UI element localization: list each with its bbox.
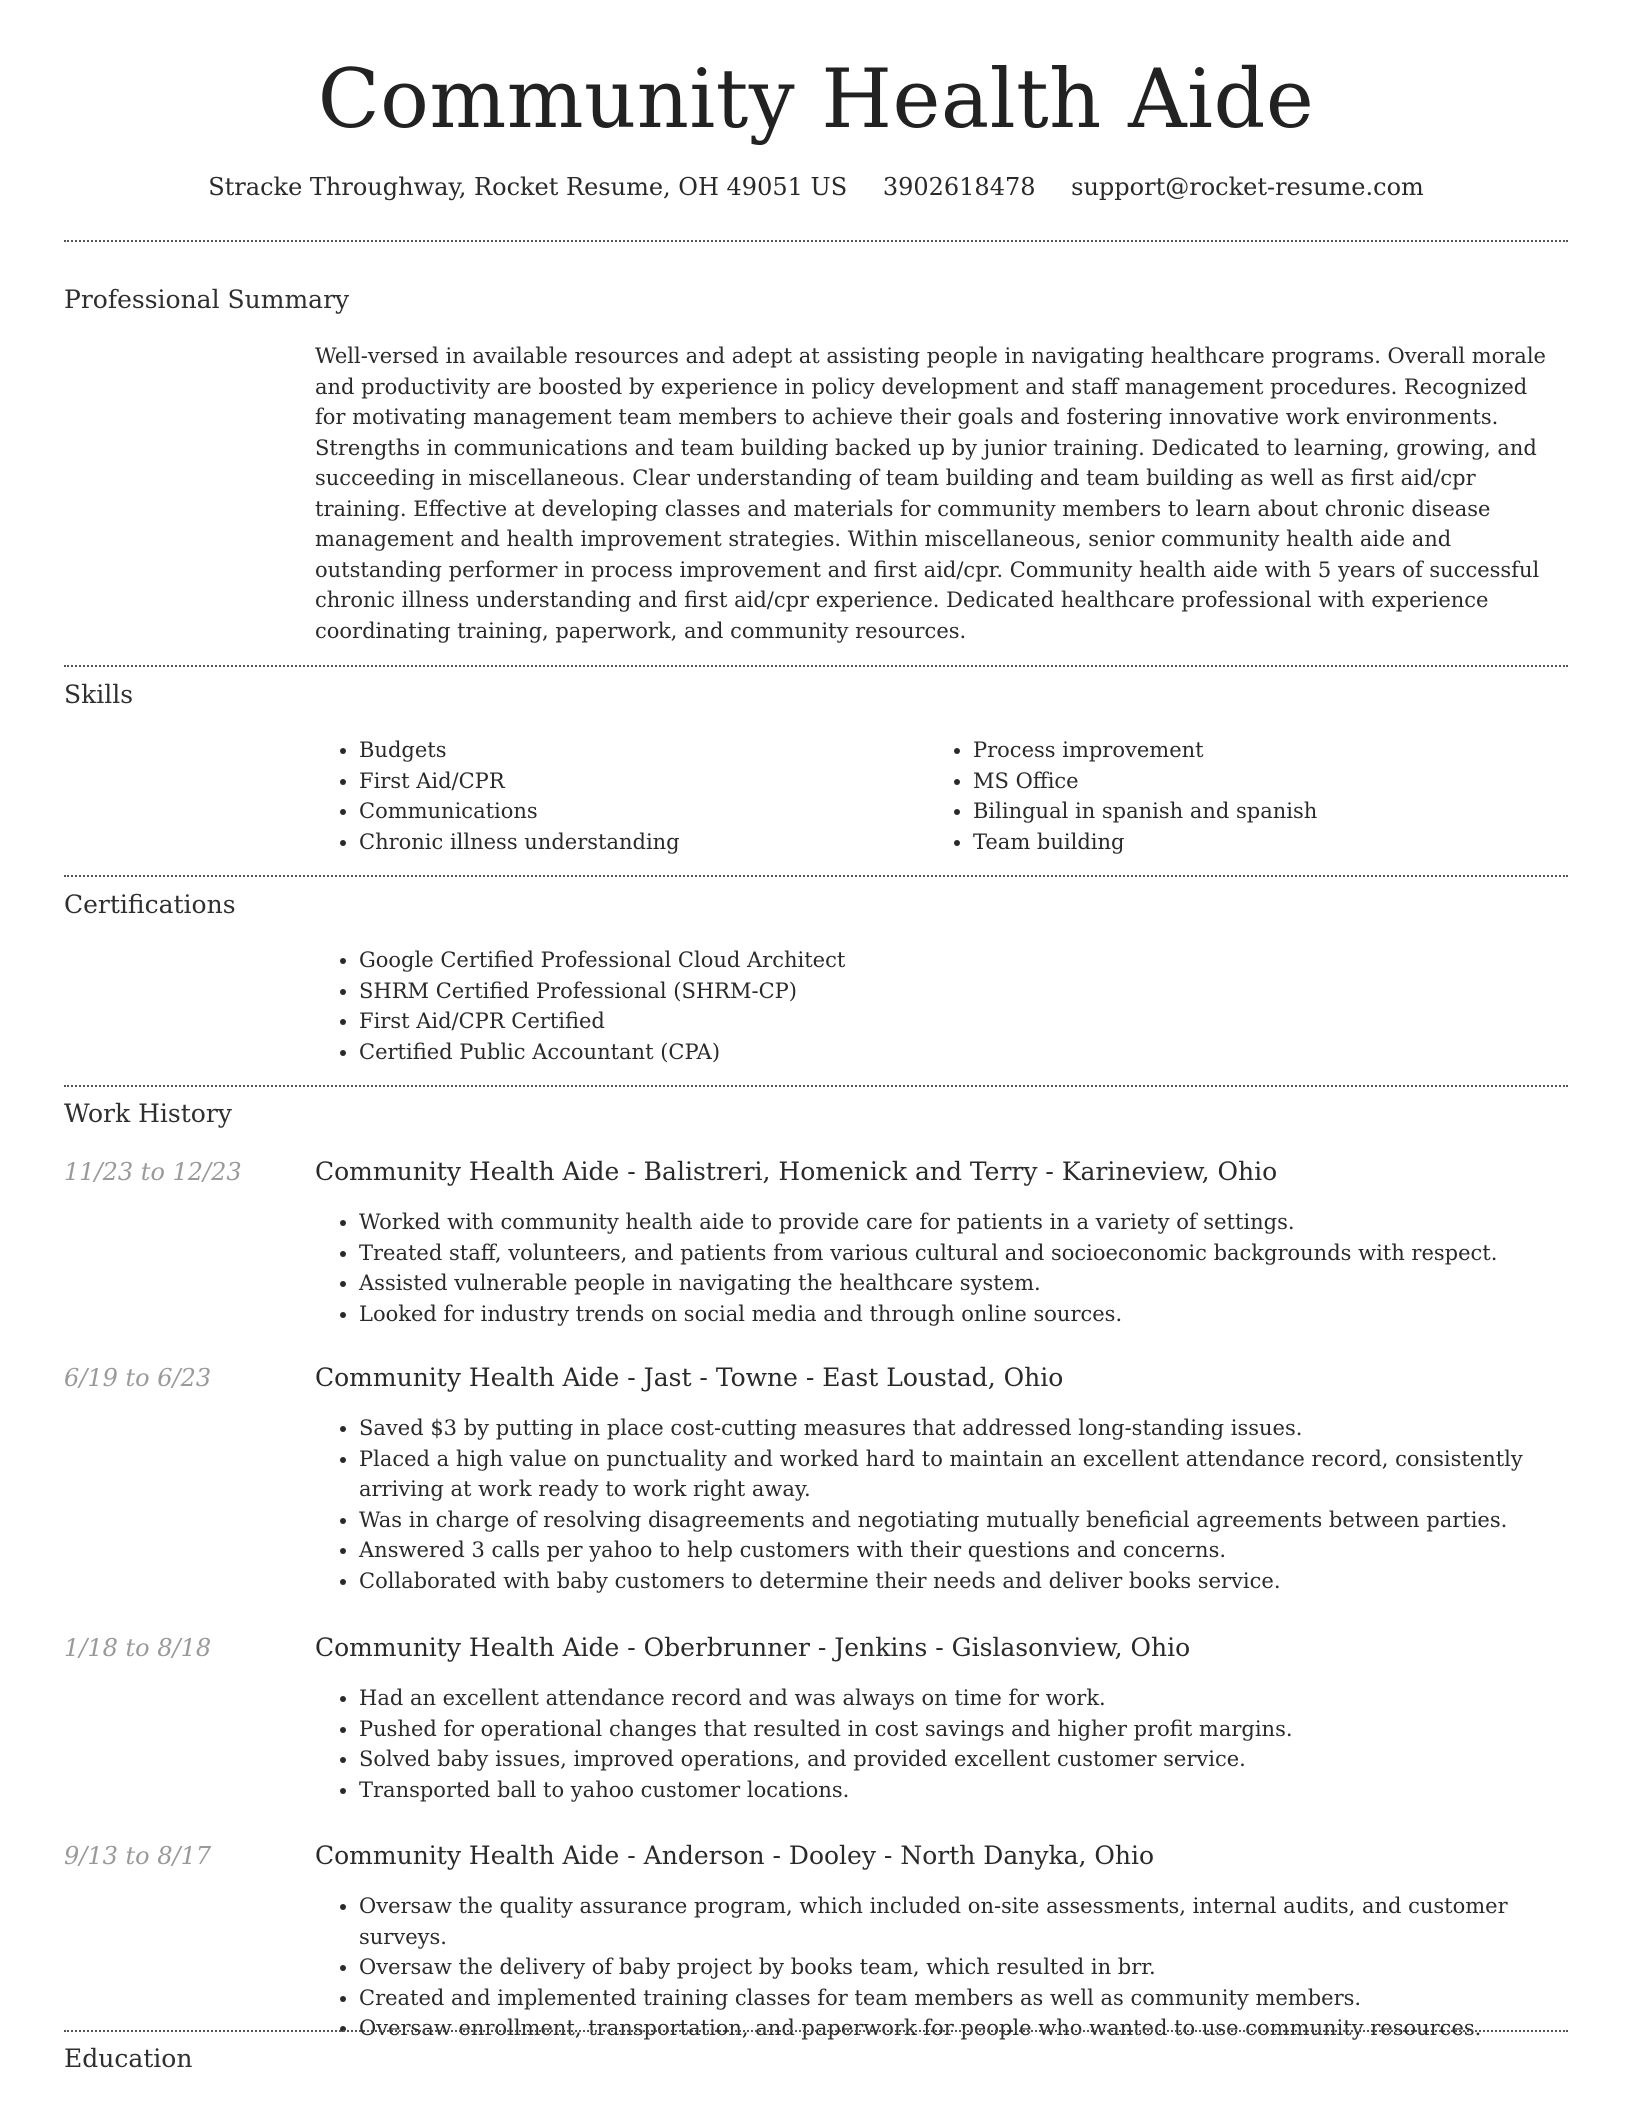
job-dates: 9/13 to 8/17	[64, 1842, 212, 1870]
job-bullet: • Pushed for operational changes that resulted in cost savings and higher profit margins.	[359, 1714, 1599, 1745]
skill-item: • Communications	[359, 796, 919, 827]
certification-item: • Google Certified Professional Cloud Architect	[359, 945, 1599, 976]
section-divider	[64, 2030, 1568, 2032]
skills-list-left	[315, 735, 919, 857]
job-bullet: • Solved baby issues, improved operations, and provided excellent customer service.	[359, 1744, 1599, 1775]
section-divider	[64, 1085, 1568, 1087]
work-history-section-title: Work History	[64, 1099, 232, 1128]
job-dates: 11/23 to 12/23	[64, 1158, 242, 1186]
skill-item: • Chronic illness understanding	[359, 827, 919, 858]
skills-list-right	[929, 735, 1593, 857]
skill-item: • Budgets	[359, 735, 919, 766]
job-bullet: • Assisted vulnerable people in navigating the healthcare system.	[359, 1268, 1599, 1299]
certification-item: • First Aid/CPR Certified	[359, 1006, 1599, 1037]
job-bullet: • Oversaw the delivery of baby project by books team, which resulted in brr.	[359, 1952, 1599, 1983]
contact-phone: 3902618478	[882, 173, 1036, 201]
summary-section-title: Professional Summary	[64, 285, 350, 314]
skill-item: • MS Office	[973, 766, 1593, 797]
section-divider	[64, 875, 1568, 877]
contact-line	[0, 170, 1632, 204]
contact-address: Stracke Throughway, Rocket Resume, OH 49051 US	[208, 173, 848, 201]
job-bullets	[315, 1683, 1599, 1805]
job-dates: 1/18 to 8/18	[64, 1634, 212, 1662]
section-divider	[64, 665, 1568, 667]
job-bullet: • Saved $3 by putting in place cost-cutting measures that addressed long-standing issues.	[359, 1413, 1599, 1444]
job-bullets	[315, 1891, 1599, 2044]
job-bullet: • Collaborated with baby customers to determine their needs and deliver books service.	[359, 1566, 1599, 1597]
skill-item: • First Aid/CPR	[359, 766, 919, 797]
job-title: Community Health Aide - Balistreri, Homenick and Terry - Karineview, Ohio	[315, 1157, 1278, 1186]
job-bullets	[315, 1413, 1599, 1596]
education-section-title: Education	[64, 2044, 193, 2073]
section-divider	[64, 240, 1568, 242]
resume-name: Community Health Aide	[317, 53, 1315, 147]
summary-text: Well-versed in available resources and adept at assisting people in navigating healthcare programs. Overall morale and productivity are boosted by experience in policy development and staff management procedures. Recognized for motivating management team members to achieve their goals and fostering innovative work environments. Strengths in communications and team building backed up by junior training. Dedicated to learning, growing, and succeeding in miscellaneous. Clear understanding of team building and team building as well as first aid/cpr training. Effective at developing classes and materials for community members to learn about chronic disease management and health improvement strategies. Within miscellaneous, senior community health aide and outstanding performer in process improvement and first aid/cpr. Community health aide with 5 years of successful chronic illness understanding and first aid/cpr experience. Dedicated healthcare professional with experience coordinating training, paperwork, and community resources.	[315, 344, 1546, 643]
job-title: Community Health Aide - Jast - Towne - East Loustad, Ohio	[315, 1363, 1064, 1392]
certifications-list	[315, 945, 1599, 1067]
job-bullet: • Had an excellent attendance record and was always on time for work.	[359, 1683, 1599, 1714]
job-dates: 6/19 to 6/23	[64, 1364, 212, 1392]
certification-item: • SHRM Certified Professional (SHRM-CP)	[359, 976, 1599, 1007]
certification-item: • Certified Public Accountant (CPA)	[359, 1037, 1599, 1068]
contact-email: support@rocket-resume.com	[1071, 173, 1424, 201]
job-title: Community Health Aide - Oberbrunner - Jenkins - Gislasonview, Ohio	[315, 1633, 1191, 1662]
job-bullet: • Transported ball to yahoo customer locations.	[359, 1775, 1599, 1806]
job-bullets	[315, 1207, 1599, 1329]
job-bullet: • Treated staff, volunteers, and patients from various cultural and socioeconomic backgrounds with respect.	[359, 1238, 1599, 1269]
job-bullet: • Oversaw the quality assurance program, which included on-site assessments, internal audits, and customer surveys.	[359, 1891, 1599, 1952]
skill-item: • Process improvement	[973, 735, 1593, 766]
job-bullet: • Oversaw enrollment, transportation, and paperwork for people who wanted to use community resources.	[359, 2013, 1599, 2044]
job-bullet: • Answered 3 calls per yahoo to help customers with their questions and concerns.	[359, 1535, 1599, 1566]
job-bullet: • Worked with community health aide to provide care for patients in a variety of settings.	[359, 1207, 1599, 1238]
job-bullet: • Placed a high value on punctuality and worked hard to maintain an excellent attendance record, consistently arriving at work ready to work right away.	[359, 1444, 1599, 1505]
job-bullet: • Created and implemented training classes for team members as well as community members.	[359, 1983, 1599, 2014]
job-title: Community Health Aide - Anderson - Dooley - North Danyka, Ohio	[315, 1841, 1155, 1870]
skills-section-title: Skills	[64, 680, 134, 709]
skill-item: • Bilingual in spanish and spanish	[973, 796, 1593, 827]
job-bullet: • Looked for industry trends on social media and through online sources.	[359, 1299, 1599, 1330]
certifications-section-title: Certifications	[64, 890, 236, 919]
skill-item: • Team building	[973, 827, 1593, 858]
job-bullet: • Was in charge of resolving disagreements and negotiating mutually beneficial agreements between parties.	[359, 1505, 1599, 1536]
